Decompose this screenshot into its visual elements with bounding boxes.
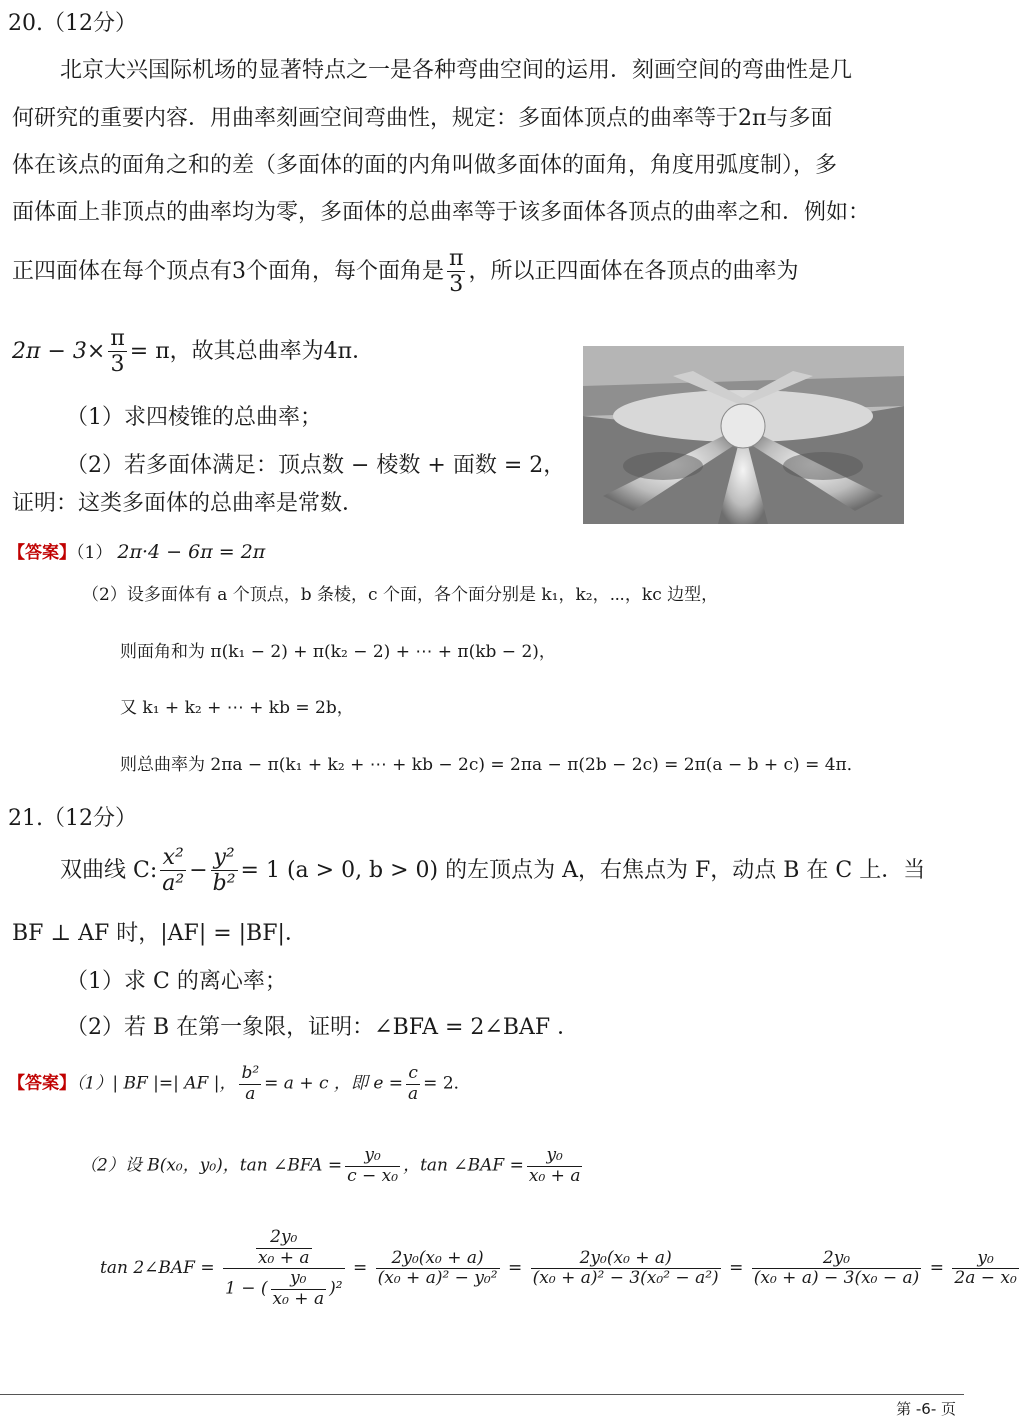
q21-para-line2: BF ⊥ AF 时，|AF| = |BF|． xyxy=(12,921,307,946)
answer-tag: 【答案】 xyxy=(8,1073,76,1094)
a21-line1: 【答案】（1）| BF |=| AF |， $\frac{\text{b²}}{a}$ = a + c ，即 e = $\frac{c}{a}$ = 2． xyxy=(8,1063,471,1104)
fraction: $\frac{\text{b²}}{a}$ xyxy=(241,1063,260,1104)
airport-photo xyxy=(583,346,904,524)
q20-sub1: （1）求四棱锥的总曲率； xyxy=(66,405,322,430)
fraction: $\frac{\text{y₀}}{\text{2a − x₀}}$ xyxy=(954,1247,1017,1289)
q20-text: ，所以正四面体在各顶点的曲率为 xyxy=(468,258,799,284)
q21-header: 21.（12分） xyxy=(8,806,137,831)
q21-sub2: （2）若 B 在第一象限，证明：∠BFA = 2∠BAF ． xyxy=(66,1015,580,1040)
answer-tag: 【答案】 xyxy=(8,543,76,563)
q20-sub2: （2）若多面体满足：顶点数 − 棱数 + 面数 = 2， xyxy=(66,453,566,478)
q20-para-line3: 体在该点的面角之和的差（多面体的面的内角叫做多面体的面角，角度用弧度制），多 xyxy=(12,153,838,178)
q20-sub2-cont: 证明：这类多面体的总曲率是常数． xyxy=(12,491,365,516)
q20-para-line4: 面体面上非顶点的曲率均为零，多面体的总曲率等于该多面体各顶点的曲率之和．例如： xyxy=(12,200,871,225)
fraction: $\frac{c}{a}$ xyxy=(408,1063,419,1104)
fraction: $\frac{\text{2y₀}}{\text{(x₀ + a) − 3(x₀ − a)}}$ xyxy=(753,1247,920,1289)
fraction: $\frac{\pi}{3}$ xyxy=(110,326,125,378)
q20-header: 20.（12分） xyxy=(8,11,137,36)
fraction-complex: $\frac{\text{2y₀}}{\text{x₀ + a}}$ 1 − ( $\frac{\text{y₀}}{\text{x₀ + a}}$ )² xyxy=(225,1227,343,1309)
q20-para-line6: 2π − 3× $\frac{\pi}{3}$ = π，故其总曲率为4π． xyxy=(12,326,375,378)
fraction: $\frac{\text{2y₀(x₀ + a)}}{\text{(x₀ + a)² − y₀²}}$ xyxy=(377,1247,498,1289)
q21-para-line1: 双曲线 C: $\frac{\text{x²}}{\text{a²}}$ − $\frac{\text{y²}}{\text{b²}}$ = 1 (a > 0, b > 0) 的左顶点为 A，右焦点为 F，动点 B 在 C 上．当 xyxy=(60,845,926,897)
q21-sub1: （1）求 C 的离心率； xyxy=(66,969,287,994)
fraction: $\frac{\text{x²}}{\text{a²}}$ xyxy=(162,845,185,897)
a21-line2: （2）设 B(x₀，y₀)，tan ∠BFA = $\frac{\text{y₀}}{\text{c − x₀}}$ ，tan ∠BAF = $\frac{\text{y₀}}{\text{x₀ + a}}$ xyxy=(80,1145,581,1186)
a20-line4: 又 k₁ + k₂ + ⋯ + kb = 2b， xyxy=(120,698,354,718)
a20-line5: 则总曲率为 2πa − π(k₁ + k₂ + ⋯ + kb − 2c) = 2πa − π(2b − 2c) = 2π(a − b + c) = 4π． xyxy=(120,755,864,775)
fraction: $\frac{\text{y₀}}{\text{c − x₀}}$ xyxy=(347,1145,399,1186)
a21-line3: tan 2∠BAF = $\frac{\text{2y₀}}{\text{x₀ + a}}$ 1 − ( $\frac{\text{y₀}}{\text{x₀ + a}}$ )² = $\frac{\text{2y₀(x₀ + a)}}{\text{(x₀ + a)² − y₀²}}$ = $\frac{\text{2y₀(x₀ + a)}}{\text{(x₀ + a)² − 3(x₀² − a²)}}$ = $\frac{\text{2y₀}}{\text{(x₀ + a) − 3(x₀ − a)}}$ = $\frac{\text{y₀}}{\text{2a − x₀}}$ xyxy=(100,1227,1017,1309)
fraction: $\frac{\text{2y₀(x₀ + a)}}{\text{(x₀ + a)² − 3(x₀² − a²)}}$ xyxy=(532,1247,719,1289)
q20-para-line5 xyxy=(12,246,798,298)
footer-divider xyxy=(0,1394,964,1395)
fraction: $\frac{\text{y₀}}{\text{x₀ + a}}$ xyxy=(528,1145,581,1186)
q20-para-line1: 北京大兴国际机场的显著特点之一是各种弯曲空间的运用．刻画空间的弯曲性是几 xyxy=(60,58,853,83)
page-number: 第 -6- 页 xyxy=(896,1400,956,1418)
a20-line3: 则面角和为 π(k₁ − 2) + π(k₂ − 2) + ⋯ + π(kb − 2)， xyxy=(120,642,556,662)
q20-para-line2: 何研究的重要内容．用曲率刻画空间弯曲性，规定：多面体顶点的曲率等于2π与多面 xyxy=(12,106,833,131)
a20-line1: 【答案】（1） 2π·4 − 6π = 2π xyxy=(8,541,266,563)
fraction: $\frac{\text{y²}}{\text{b²}}$ xyxy=(212,845,236,897)
airport-photo-image xyxy=(583,346,904,524)
a20-line2: （2）设多面体有 a 个顶点，b 条棱，c 个面，各个面分别是 k₁，k₂，⋯，kc 边型， xyxy=(82,585,719,605)
fraction: $\frac{\pi}{3}$ xyxy=(449,246,464,298)
q20-text: 正四面体在每个顶点有3个面角，每个面角是 xyxy=(12,258,444,284)
